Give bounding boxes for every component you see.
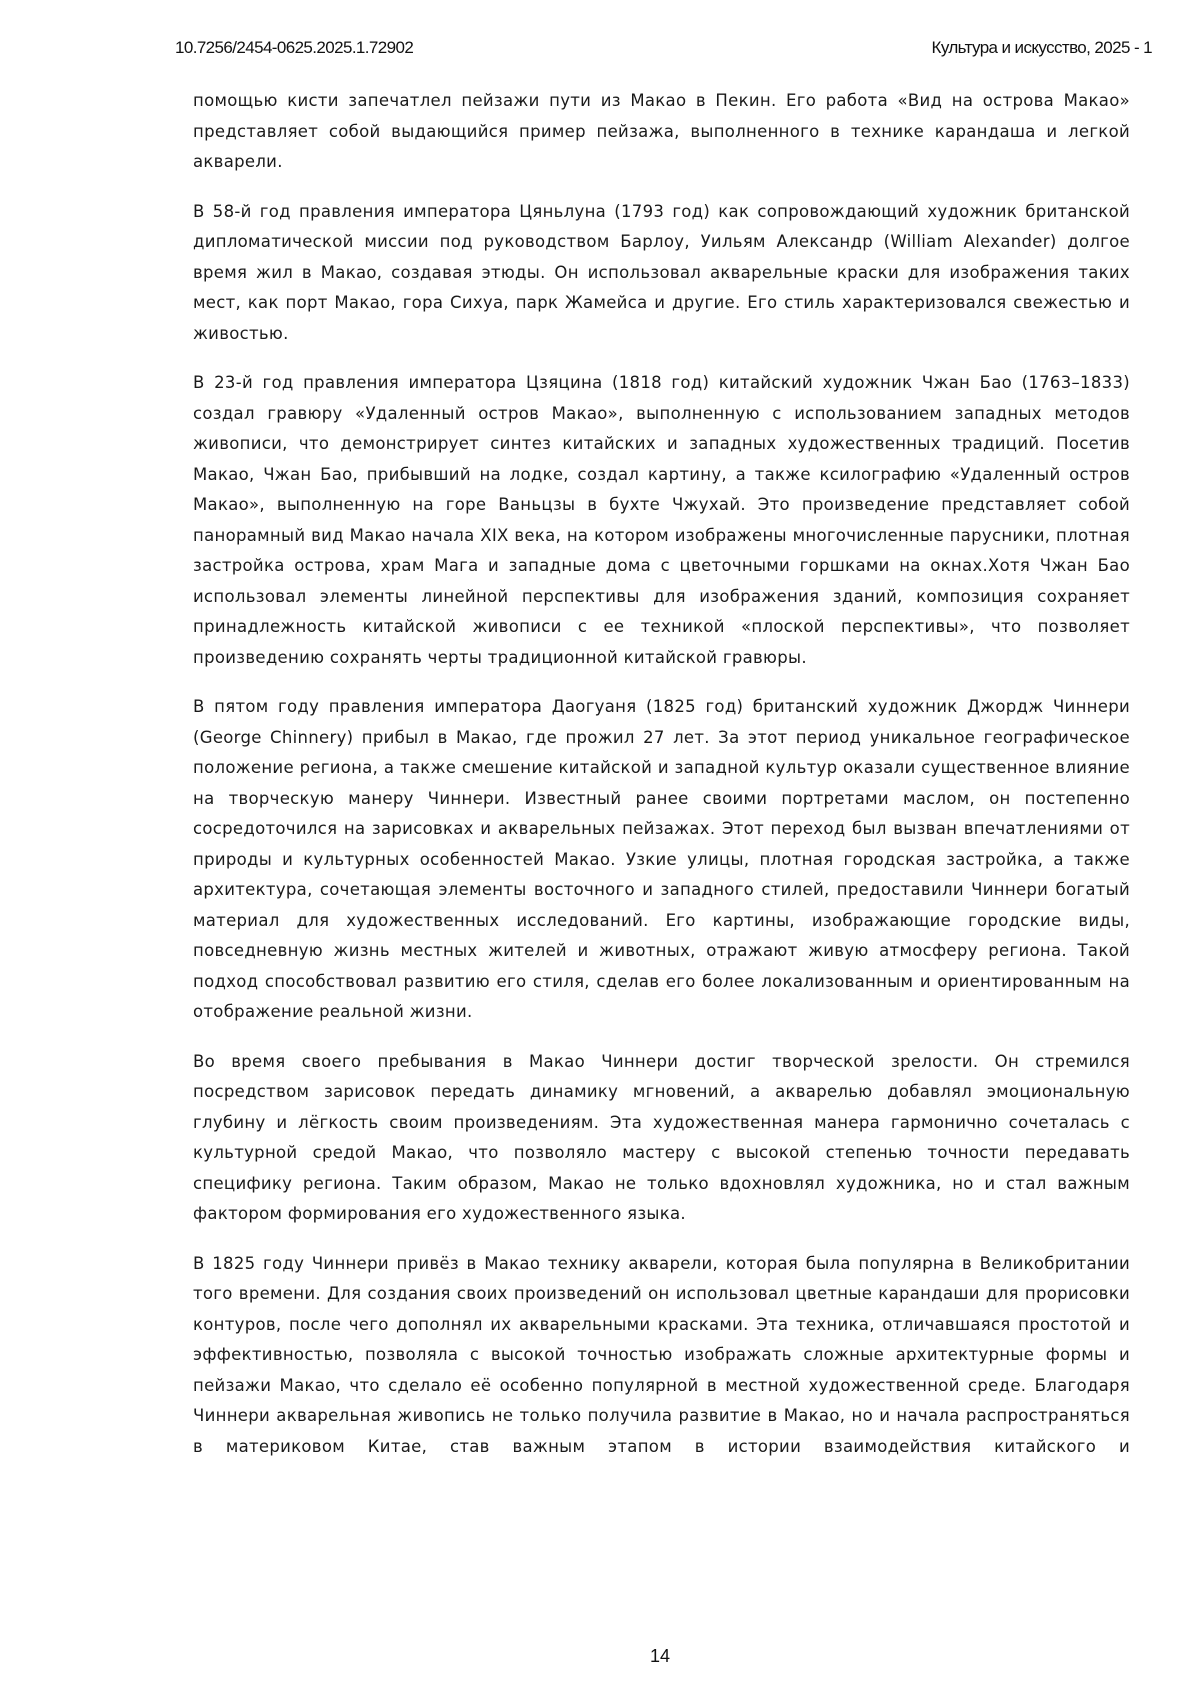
paragraph: Во время своего пребывания в Макао Чиннери достиг творческой зрелости. Он стремился посредством зарисовок передать динамику мгновений, а акварелью добавлял эмоциональную глубину и лёгкость своим произведениям. Эта художественная манера гармонично сочеталась с культурной средой Макао, что позволяло мастеру с высокой степенью точности передавать специфику региона. Таким образом, Макао не только вдохновлял художника, но и стал важным фактором формирования его художественного языка. [193,1051,1130,1223]
paragraph: помощью кисти запечатлел пейзажи пути из Макао в Пекин. Его работа «Вид на острова Макао» представляет собой выдающийся пример пейзажа, выполненного в технике карандаша и легкой акварели. [193,91,1130,171]
page-number: 14 [649,1646,671,1666]
paragraph: В 1825 году Чиннери привёз в Макао технику акварели, которая была популярна в Великобритании того времени. Для создания своих произведений он использовал цветные карандаши для прорисовки контуров, после чего дополнял их акварельными красками. Эта техника, отличавшаяся простотой и эффективностью, позволяла с высокой точностью изображать сложные архитектурные формы и пейзажи Макао, что сделало её особенно популярной в местной художественной среде. Благодаря Чиннери акварельная живопись не только получила развитие в Макао, но и начала распространяться в материковом Китае, став важным этапом в истории взаимодействия китайского и [193,1253,1130,1456]
paragraph: В пятом году правления императора Даогуаня (1825 год) британский художник Джордж Чиннери (George Chinnery) прибыл в Макао, где прожил 27 лет. За этот период уникальное географическое положение региона, а также смешение китайской и западной культур оказали существенное влияние на творческую манеру Чиннери. Известный ранее своими портретами маслом, он постепенно сосредоточился на зарисовках и акварельных пейзажах. Этот переход был вызван впечатлениями от природы и культурных особенностей Макао. Узкие улицы, плотная городская застройка, а также архитектура, сочетающая элементы восточного и западного стилей, предоставили Чиннери богатый материал для художественных исследований. Его картины, изображающие городские виды, повседневную жизнь местных жителей и животных, отражают живую атмосферу региона. Такой подход способствовал развитию его стиля, сделав его более локализованным и ориентированным на отображение реальной жизни. [193,697,1130,1021]
running-header [175,36,1152,60]
article-body [193,86,1130,1481]
paragraph: В 23-й год правления императора Цзяцина (1818 год) китайский художник Чжан Бао (1763–1833) создал гравюру «Удаленный остров Макао», выполненную с использованием западных методов живописи, что демонстрирует синтез китайских и западных художественных традиций. Посетив Макао, Чжан Бао, прибывший на лодке, создал картину, а также ксилографию «Удаленный остров Макао», выполненную на горе Ваньцзы в бухте Чжухай. Это произведение представляет собой панорамный вид Макао начала XIX века, на котором изображены многочисленные парусники, плотная застройка острова, храм Мага и западные дома с цветочными горшками на окнах.Хотя Чжан Бао использовал элементы линейной перспективы для изображения зданий, композиция сохраняет принадлежность китайской живописи с ее техникой «плоской перспективы», что позволяет произведению сохранять черты традиционной китайской гравюры. [193,373,1130,667]
journal-issue-text: Культура и искусство, 2025 - 1 [931,38,1152,57]
paragraph: В 58-й год правления императора Цяньлуна (1793 год) как сопровождающий художник британской дипломатической миссии под руководством Барлоу, Уильям Александр (William Alexander) долгое время жил в Макао, создавая этюды. Он использовал акварельные краски для изображения таких мест, как порт Макао, гора Сихуа, парк Жамейса и другие. Его стиль характеризовался свежестью и живостью. [193,201,1130,343]
doi-text: 10.7256/2454-0625.2025.1.72902 [175,38,414,57]
